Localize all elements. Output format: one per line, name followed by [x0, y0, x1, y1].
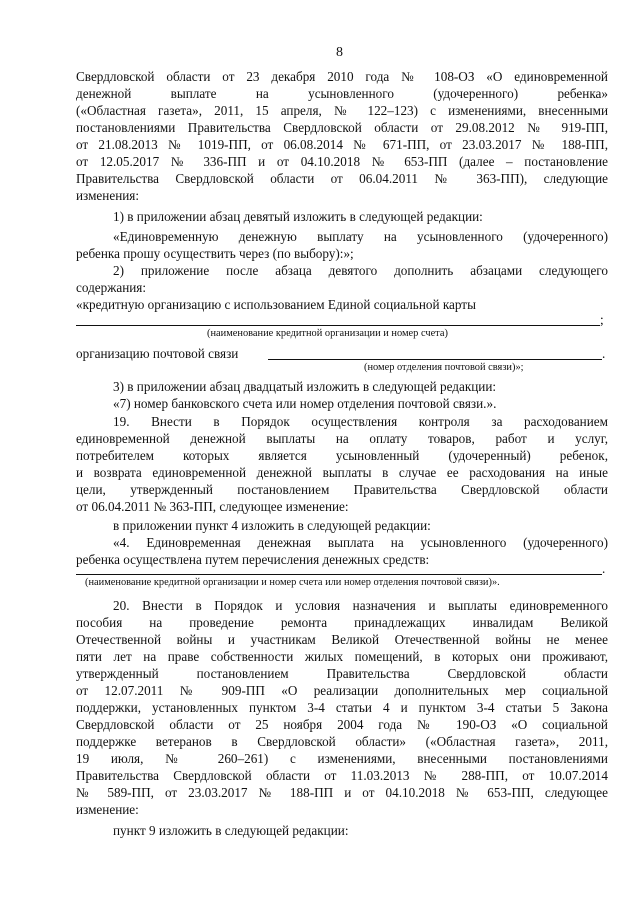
text-line: 2) приложение после абзаца девятого дополнить абзацами следующего [113, 263, 608, 278]
text-line: Свердловской области от 23 декабря 2010 года № 108-ОЗ «О единовременной [76, 69, 608, 84]
fill-in-line [76, 325, 600, 326]
field-caption: (номер отделения почтовой связи)»; [364, 362, 524, 373]
text-line: изменения: [76, 188, 140, 203]
text-line: поддержке ветеранов в Свердловской области» («Областная газета», 2011, [76, 734, 608, 749]
text-line: ; [600, 312, 604, 327]
text-line: содержания: [76, 280, 147, 295]
text-line: поддержки, установленных пунктом 3-4 статьи 4 и пунктом 3-4 статьи 5 Закона [76, 700, 608, 715]
text-line: утвержденный постановлением Правительства Свердловской области [76, 666, 608, 681]
text-line: пяти лет на праве собственности жилых помещений, в которых они проживают, [76, 649, 608, 664]
text-line: Свердловской области от 25 ноября 2004 года № 190-ОЗ «О социальной [76, 717, 608, 732]
text-line: 3) в приложении абзац двадцатый изложить в следующей редакции: [113, 379, 497, 394]
text-line: ребенка прошу осуществить через (по выбору):»; [76, 246, 354, 261]
text-line: денежной выплате на усыновленного (удочеренного) ребенка» [76, 86, 608, 101]
text-line: организацию почтовой связи [76, 346, 239, 361]
page-corner-mark [604, 0, 634, 7]
fill-in-line [76, 574, 602, 575]
text-line: «Единовременную денежную выплату на усыновленного (удочеренного) [113, 229, 608, 244]
text-line: единовременной денежной выплаты на оплату товаров, работ и услуг, [76, 431, 608, 446]
text-line: Отечественной войны и участникам Великой Отечественной войны не менее [76, 632, 608, 647]
field-caption: (наименование кредитной организации и номер счета) [207, 328, 448, 339]
text-line: № 589-ПП, от 23.03.2017 № 188-ПП и от 04.10.2018 № 653-ПП, следующее [76, 785, 608, 800]
text-line: («Областная газета», 2011, 15 апреля, № 122–123) с изменениями, внесенными [76, 103, 608, 118]
text-line: «кредитную организацию с использованием Единой социальной карты [76, 297, 476, 312]
text-line: изменение: [76, 802, 139, 817]
text-line: постановлениями Правительства Свердловской области от 29.08.2012 № 919-ПП, [76, 120, 608, 135]
text-line: от 21.08.2013 № 1019-ПП, от 06.08.2014 № 671-ПП, от 23.03.2017 № 188-ПП, [76, 137, 608, 152]
text-line: Правительства Свердловской области от 11.03.2013 № 288-ПП, от 10.07.2014 [76, 768, 608, 783]
text-line: . [602, 346, 606, 361]
field-caption: (наименование кредитной организации и номер счета или номер отделения почтовой связи)». [85, 577, 500, 588]
fill-in-line [268, 359, 602, 360]
text-line: . [602, 561, 606, 576]
text-line: от 12.05.2017 № 336-ПП и от 04.10.2018 № 653-ПП (далее – постановление [76, 154, 608, 169]
text-line: пособия на проведение ремонта принадлежащих инвалидам Великой [76, 615, 608, 630]
text-line: потребителем которых является усыновленный (удочеренный) ребенок, [76, 448, 608, 463]
text-line: от 06.04.2011 № 363-ПП, следующее изменение: [76, 499, 349, 514]
text-line: «7) номер банковского счета или номер отделения почтовой связи.». [113, 396, 497, 411]
text-line: цели, утвержденный постановлением Правительства Свердловской области [76, 482, 608, 497]
text-line: ребенка осуществлена путем перечисления денежных средств: [76, 552, 430, 567]
text-line: пункт 9 изложить в следующей редакции: [113, 823, 349, 838]
text-line: 20. Внести в Порядок и условия назначения и выплаты единовременного [113, 598, 608, 613]
text-line: в приложении пункт 4 изложить в следующей редакции: [113, 518, 431, 533]
text-line: 19. Внести в Порядок осуществления контроля за расходованием [113, 414, 608, 429]
text-line: 19 июля, № 260–261) с изменениями, внесенными постановлениями [76, 751, 608, 766]
text-line: 1) в приложении абзац девятый изложить в следующей редакции: [113, 209, 483, 224]
text-line: и возврата единовременной денежной выплаты в случае ее расходования на иные [76, 465, 608, 480]
text-line: «4. Единовременная денежная выплата на усыновленного (удочеренного) [113, 535, 608, 550]
page-number: 8 [336, 45, 343, 60]
text-line: Правительства Свердловской области от 06.04.2011 № 363-ПП), следующие [76, 171, 608, 186]
text-line: от 12.07.2011 № 909-ПП «О реализации дополнительных мер социальной [76, 683, 608, 698]
